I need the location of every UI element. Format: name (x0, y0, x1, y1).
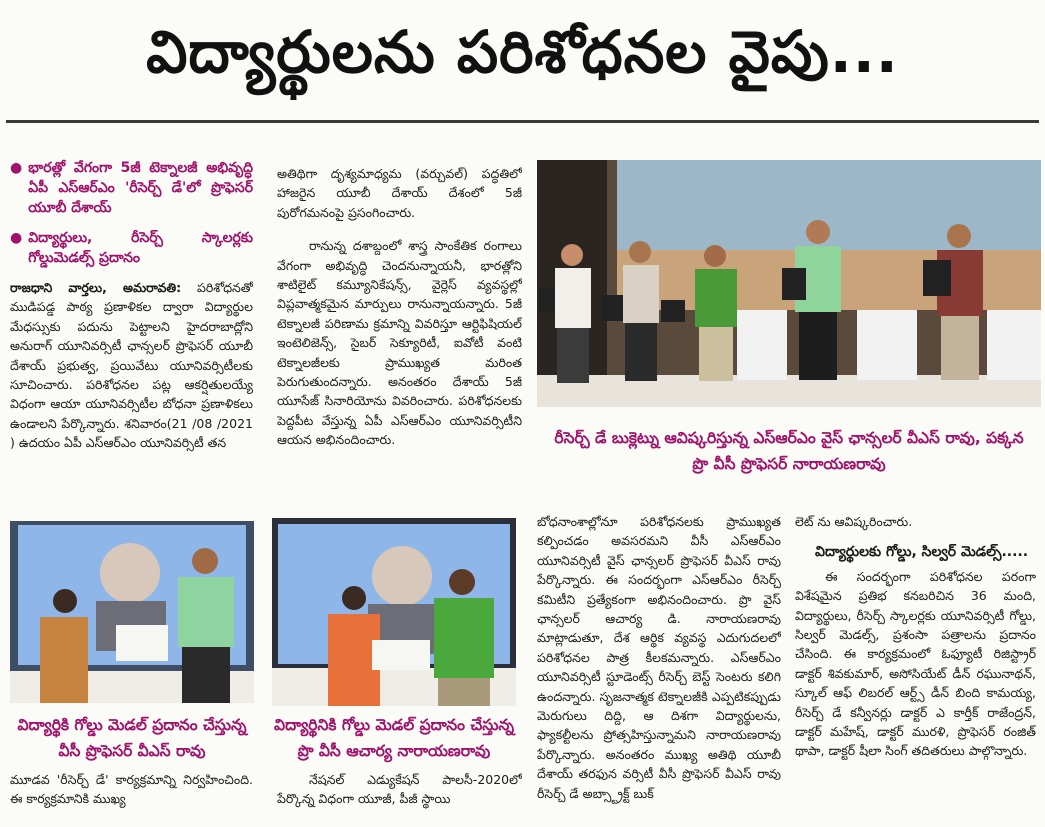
subheading-medals: విద్యార్థులకు గోల్డు, సిల్వర్ మెడల్స్..... (815, 544, 1029, 561)
article-body-2a: అతిథిగా దృశ్యమాధ్యమ (వర్చువల్) పద్ధతిలో హాజరైన యూబీ దేశాయ్ దేశంలో 5జీ పురోగమనంపై ప్రసంగించారు. (277, 166, 522, 220)
headline-divider (6, 120, 1039, 123)
bullet-dot-icon: ● (10, 230, 23, 246)
bullet-2: ● విద్యార్థులు, రీసెర్చ్ స్కాలర్లకు గోల్డుమెడల్స్ ప్రదానం (10, 230, 253, 266)
column-2-continued: నేషనల్ ఎడ్యుకేషన్ పాలసీ-2020లో పేర్కొన్న విధంగా యూజీ, పీజీ స్థాయి (277, 772, 522, 807)
caption-main-photo: రీసెర్చ్ డే బుక్లెట్ను ఆవిష్కరిస్తున్న ఎస్ఆర్ఎం వైస్ ఛాన్సలర్ వీఎస్ రావు, పక్కన ప్రొ వీసీ ప్రొఫెసర్ నారాయణరావు (554, 429, 1024, 473)
bullet-1: ● భారత్లో వేగంగా 5జీ టెక్నాలజీ అభివృద్ధి ఏపీ ఎస్ఆర్ఎం 'రీసెర్చ్ డే'లో ప్రొఫెసర్ యూబీ దేశాయ్ (10, 160, 253, 216)
column-1-continued: మూడవ 'రీసెర్చ్ డే' కార్యక్రమాన్ని నిర్వహించింది. ఈ కార్యక్రమానికి ముఖ్య (10, 772, 253, 807)
caption-left-photo: విద్యార్థికి గోల్డు మెడల్ ప్రదానం చేస్తున్న వీసీ ప్రొఫెసర్ వీఎస్ రావు (17, 716, 247, 760)
column-4: లెట్ ను ఆవిష్కరించారు. విద్యార్థులకు గోల్డు, సిల్వర్ మెడల్స్..... ఈ సందర్భంగా పరిశోధనల పరంగా విశేషమైన ప్రతిభ కనబరిచిన 36 మంది, విద్యార్థులు, రీసెర్చ్ స్కాలర్లకు యూనివర్సిటీ గోల్డు, సిల్వర్ మెడల్స్, ప్రశంసా పత్రాలను ప్రదానం చేసింది. ఈ కార్యక్రమంలో ఓఫ్యూటీ రిజిస్ట్రార్ డాక్టర్ శివకుమార్, అసోసియేట్ డీన్ రఘునాథన్, స్కూల్ ఆఫ్ లిబరల్ ఆర్ట్స్ డీన్ బింది కామయ్య, రీసెర్చ్ డే కన్వీనర్లు డాక్టర్ ఎ కార్తీక్ రాజేంద్రన్, డాక్టర్ మహేష్, డాక్టర్ మురళి, ప్రొఫెసర్ రంజిత్ థాపా, డాక్టర్ షీలా సింగ్ తదితరులు పాల్గొన్నారు. (795, 514, 1036, 759)
column-2 (277, 164, 522, 504)
dateline: రాజధాని వార్తలు, అమరావతి: (10, 280, 182, 295)
column-1 (10, 158, 253, 513)
photo-gold-medal-vc (10, 521, 254, 703)
bullet-dot-icon: ● (10, 160, 23, 176)
photo-booklet-release (537, 160, 1041, 407)
headline: విద్యార్థులను పరిశోధనల వైపు... (146, 17, 899, 86)
column-3: బోధనాంశాల్లోనూ పరిశోధనలకు ప్రాముఖ్యత కల్పించడం అవసరమని వీసీ ఎస్ఆర్ఎం యూనివర్సిటీ వైస్ ఛాన్సలర్ ప్రొఫెసర్ వీఎస్ రావు పేర్కొన్నారు. ఈ సందర్భంగా ఎస్ఆర్ఎం రీసెర్చ్ కమిటీని ప్రత్యేకంగా అభినందించారు. ప్రొ వైస్ ఛాన్సలర్ ఆచార్య డి. నారాయణరావు మాట్లాడుతూ, దేశ ఆర్థిక వ్యవస్థ ఎదుగుదలలో పరిశోధనల పాత్ర కీలకమన్నారు. ఎస్ఆర్ఎం యూనివర్సిటీ స్టూడెంట్స్ రీసెర్చ్ బెస్ట్ సెంటరు కలిగి ఉందన్నారు. సృజనాత్మక టెక్నాలజీకి ఎప్పటికప్పుడు మెరుగులు దిద్ది, ఆ దిశగా విద్యార్థులను, ఫ్యాకల్టీలను ప్రోత్సహిస్తున్నామని నారాయణరావు పేర్కొన్నారు. అనంతరం ముఖ్య అతిథి యూబీ దేశాయ్ తరఫున వర్సిటీ వీసీ ప్రొఫెసర్ వీఎస్ రావు రీసెర్చ్ డే అబ్స్ట్రాక్ట్ బుక్ (537, 514, 781, 801)
photo-gold-medal-provc (272, 518, 516, 706)
article-body-1: రాజధాని వార్తలు, అమరావతి: పరిశోధనతో ముడిపడ్డ పాఠ్య ప్రణాళికల ద్వారా విద్యార్థుల మేధస్సుకు పదును పెట్టాలని హైదరాబాద్లోని అనురాగ్ యూనివర్సిటీ ఛాన్సలర్ ప్రొఫెసర్ యూబీ దేశాయ్ ప్రభుత్వ, ప్రయివేటు యూనివర్సిటీలకు సూచించారు. పరిశోధనల పట్ల ఆకర్షితులయ్యే విధంగా ఆయా యూనివర్సిటీల బోధనా ప్రణాళికలు ఉండాలని పేర్కొన్నారు. శనివారం(21 /08 /2021 ) ఉదయం ఏపీ ఎస్ఆర్ఎం యూనివర్సిటీ తన (10, 280, 253, 451)
article-body-2b: రానున్న దశాబ్దంలో శాస్త్ర సాంకేతిక రంగాలు వేగంగా అభివృద్ధి చెందనున్నాయనీ, భారత్లోని శాటిలైట్ కమ్యూనికేషన్స్, వైర్లెస్ వ్యవస్థల్లో విప్లవాత్మకమైన మార్పులు రానున్నాయన్నారు. 5జీ టెక్నాలజీ పరిణామ క్రమాన్ని వివరిస్తూ ఆర్టిఫిషియల్ ఇంటెలిజెన్స్, సైబర్ సెక్యూరిటీ, ఐవోటీ వంటి టెక్నాలజీలకు ప్రాముఖ్యత మరింత పెరుగుతుందన్నారు. అనంతరం దేశాయ్ 5జీ యూసేజ్ సినారియోను వివరించారు. పరిశోధనలకు పెద్దపీట వేస్తున్న ఏపీ ఎస్ఆర్ఎం యూనివర్సిటీని ఆయన అభినందించారు. (277, 238, 522, 448)
caption-mid-photo: విద్యార్థినికి గోల్డు మెడల్ ప్రదానం చేస్తున్న ప్రొ వీసీ ఆచార్య నారాయణరావు (274, 716, 514, 760)
